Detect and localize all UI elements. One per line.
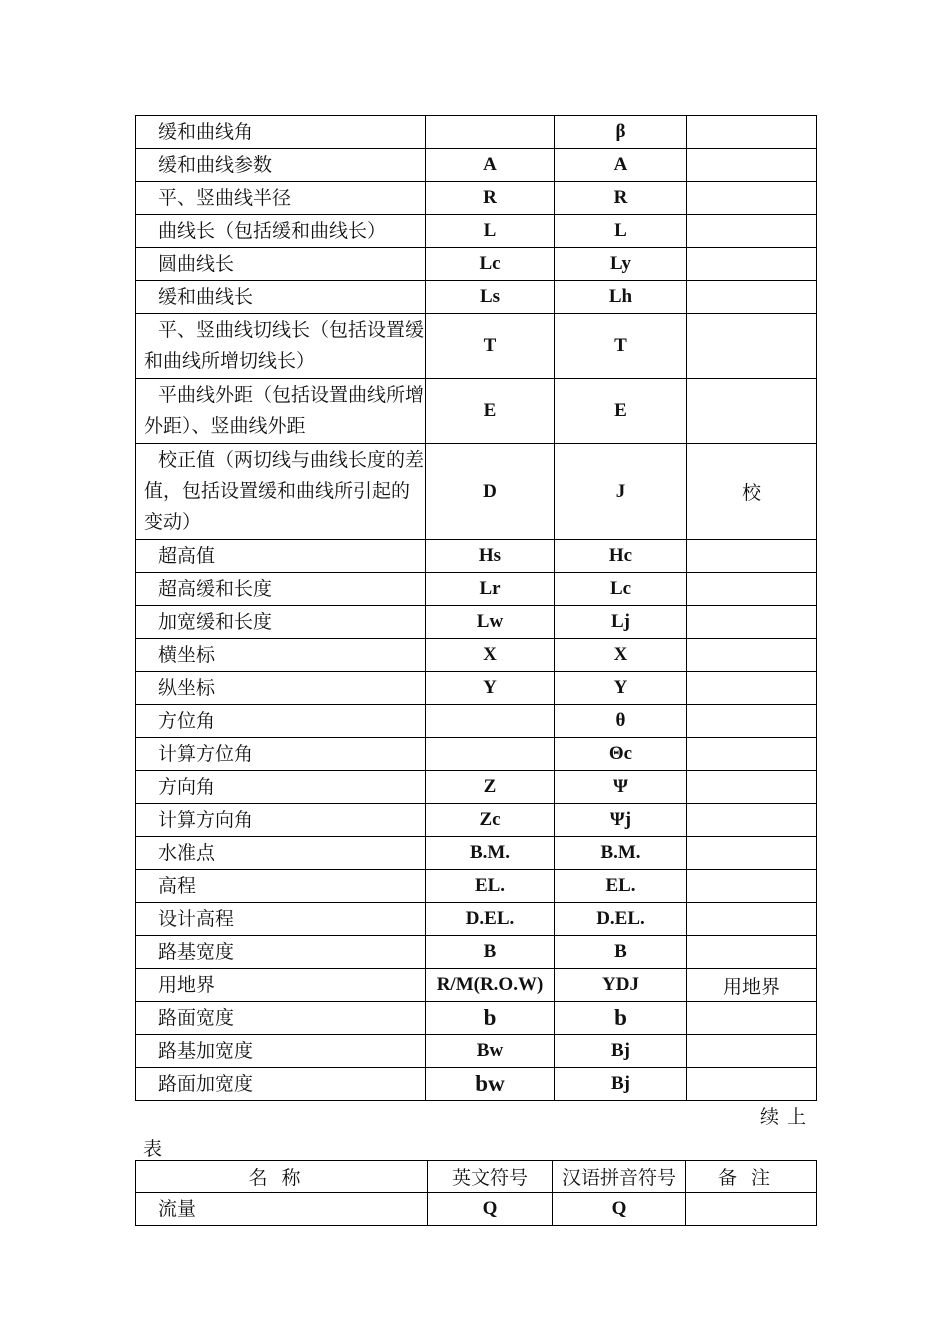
remark [687, 540, 817, 573]
row-name: 方位角 [158, 709, 216, 732]
pinyin-symbol: R [555, 182, 687, 215]
remark [687, 639, 817, 672]
continuation-label-wrap: 表 [143, 1138, 163, 1160]
remark [687, 1002, 817, 1035]
row-name: 设计高程 [158, 907, 235, 930]
table-row [136, 738, 817, 771]
pinyin-symbol: β [555, 116, 687, 149]
pinyin-symbol: D.EL. [555, 903, 687, 936]
pinyin-symbol: A [555, 149, 687, 182]
pinyin-symbol: B [555, 936, 687, 969]
row-name: 高程 [158, 874, 197, 897]
table-row [136, 540, 817, 573]
symbol-table [135, 115, 817, 1101]
table-row [136, 444, 817, 540]
row-name: 缓和曲线长 [158, 285, 254, 308]
english-symbol: E [426, 379, 555, 444]
pinyin-symbol: Θc [555, 738, 687, 771]
remark [687, 903, 817, 936]
english-symbol: Ls [426, 281, 555, 314]
pinyin-symbol: Ly [555, 248, 687, 281]
remark [687, 1068, 817, 1101]
row-name: 曲线长（包括缓和曲线长） [158, 219, 387, 242]
english-symbol [426, 116, 555, 149]
remark [687, 149, 817, 182]
remark [687, 215, 817, 248]
row-name: 路基加宽度 [158, 1039, 254, 1062]
header-row [136, 1161, 817, 1193]
row-name-line: 平曲线外距（包括设置曲线所增 [158, 384, 425, 406]
row-name: 水准点 [158, 841, 216, 864]
table-row [136, 314, 817, 379]
english-symbol: B.M. [426, 837, 555, 870]
pinyin-symbol: Bj [555, 1035, 687, 1068]
row-name-line: 和曲线所增切线长） [144, 350, 316, 372]
remark [687, 379, 817, 444]
remark [687, 672, 817, 705]
pinyin-symbol: YDJ [555, 969, 687, 1002]
row-name: 缓和曲线参数 [158, 153, 273, 176]
pinyin-symbol: B.M. [555, 837, 687, 870]
pinyin-symbol: L [555, 215, 687, 248]
row-name: 计算方位角 [158, 742, 254, 765]
row-name: 路面宽度 [158, 1006, 235, 1029]
remark [687, 705, 817, 738]
remark [687, 1035, 817, 1068]
table-row [136, 1002, 817, 1035]
pinyin-symbol: E [555, 379, 687, 444]
english-symbol: B [426, 936, 555, 969]
row-name: 加宽缓和长度 [158, 610, 273, 633]
table-row [136, 573, 817, 606]
remark [687, 936, 817, 969]
remark [687, 870, 817, 903]
english-symbol: Hs [426, 540, 555, 573]
remark [687, 182, 817, 215]
remark [687, 771, 817, 804]
remark [687, 116, 817, 149]
row-name: 超高值 [158, 544, 216, 567]
english-symbol: b [426, 1002, 555, 1035]
pinyin-symbol: EL. [555, 870, 687, 903]
table-row [136, 969, 817, 1002]
remark [687, 573, 817, 606]
row-name: 路面加宽度 [158, 1072, 254, 1095]
remark [687, 281, 817, 314]
english-symbol: Bw [426, 1035, 555, 1068]
header-name: 名称 [136, 1161, 428, 1193]
continuation-label: 续上 [760, 1106, 815, 1128]
remark: 用地界 [687, 969, 817, 1002]
row-name: 缓和曲线角 [158, 120, 254, 143]
table-row [136, 281, 817, 314]
remark [687, 738, 817, 771]
english-symbol: Q [428, 1193, 553, 1226]
table-row [136, 771, 817, 804]
pinyin-symbol: Lh [555, 281, 687, 314]
table-row [136, 1068, 817, 1101]
table-row [136, 149, 817, 182]
table-row [136, 606, 817, 639]
english-symbol: Z [426, 771, 555, 804]
header-pinyin-symbol: 汉语拼音符号 [553, 1161, 686, 1193]
table-row [136, 672, 817, 705]
row-name: 方向角 [158, 775, 216, 798]
pinyin-symbol: J [555, 444, 687, 540]
table-row [136, 639, 817, 672]
row-name: 超高缓和长度 [158, 577, 273, 600]
english-symbol: D.EL. [426, 903, 555, 936]
english-symbol: Lr [426, 573, 555, 606]
row-name: 平、竖曲线半径 [158, 186, 292, 209]
pinyin-symbol: X [555, 639, 687, 672]
pinyin-symbol: Lc [555, 573, 687, 606]
table-row [136, 837, 817, 870]
row-name-line: 外距）、竖曲线外距 [144, 415, 306, 437]
pinyin-symbol: Ψ [555, 771, 687, 804]
pinyin-symbol: b [555, 1002, 687, 1035]
english-symbol: R [426, 182, 555, 215]
table-row [136, 215, 817, 248]
row-name: 横坐标 [158, 643, 216, 666]
english-symbol: Y [426, 672, 555, 705]
row-name-line: 平、竖曲线切线长（包括设置缓 [158, 319, 425, 341]
table-row [136, 182, 817, 215]
row-name: 计算方向角 [158, 808, 254, 831]
table-row [136, 936, 817, 969]
english-symbol [426, 738, 555, 771]
english-symbol: bw [426, 1068, 555, 1101]
pinyin-symbol: Lj [555, 606, 687, 639]
row-name: 纵坐标 [158, 676, 216, 699]
row-name-line: 值，包括设置缓和曲线所引起的 [144, 480, 411, 502]
remark [687, 804, 817, 837]
table-row [136, 903, 817, 936]
english-symbol: L [426, 215, 555, 248]
english-symbol: X [426, 639, 555, 672]
english-symbol: Lc [426, 248, 555, 281]
row-name: 用地界 [158, 973, 216, 996]
english-symbol: D [426, 444, 555, 540]
header-remark: 备注 [686, 1161, 817, 1193]
remark [687, 606, 817, 639]
table-row [136, 1193, 817, 1226]
english-symbol: Zc [426, 804, 555, 837]
table-row [136, 116, 817, 149]
english-symbol: A [426, 149, 555, 182]
table-row [136, 804, 817, 837]
remark [687, 248, 817, 281]
row-name: 圆曲线长 [158, 252, 235, 275]
english-symbol: Lw [426, 606, 555, 639]
header-english-symbol: 英文符号 [428, 1161, 553, 1193]
remark [686, 1193, 817, 1226]
pinyin-symbol: θ [555, 705, 687, 738]
remark [687, 314, 817, 379]
symbol-table-continued [135, 1160, 817, 1226]
pinyin-symbol: Hc [555, 540, 687, 573]
pinyin-symbol: Ψj [555, 804, 687, 837]
english-symbol: R/M(R.O.W) [426, 969, 555, 1002]
english-symbol: EL. [426, 870, 555, 903]
table-row [136, 705, 817, 738]
row-name-line: 变动） [144, 511, 202, 533]
table-row [136, 379, 817, 444]
pinyin-symbol: Y [555, 672, 687, 705]
pinyin-symbol: Bj [555, 1068, 687, 1101]
table-row [136, 1035, 817, 1068]
table-row [136, 870, 817, 903]
pinyin-symbol: T [555, 314, 687, 379]
remark: 校 [687, 444, 817, 540]
row-name-line: 校正值（两切线与曲线长度的差 [158, 449, 425, 471]
english-symbol: T [426, 314, 555, 379]
english-symbol [426, 705, 555, 738]
pinyin-symbol: Q [553, 1193, 686, 1226]
remark [687, 837, 817, 870]
row-name: 路基宽度 [158, 940, 235, 963]
row-name: 流量 [158, 1197, 197, 1220]
table-row [136, 248, 817, 281]
